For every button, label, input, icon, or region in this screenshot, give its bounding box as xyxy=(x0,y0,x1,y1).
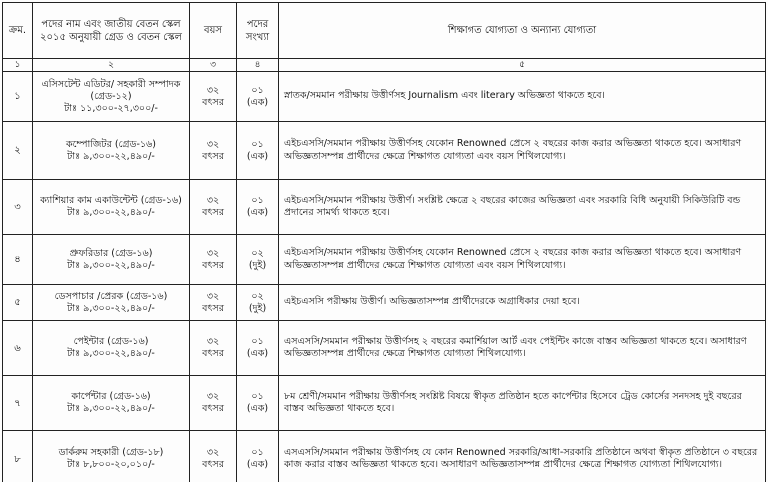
header-serial: ক্রম. xyxy=(3,3,33,59)
pay-scale: টাঃ ৯,৩০০-২২,৪৯০/- xyxy=(67,150,155,162)
pay-scale: টাঃ ৯,৩০০-২২,৪৯০/- xyxy=(67,207,155,218)
pay-scale: টাঃ ৯,৩০০-২২,৪৯০/- xyxy=(67,348,155,359)
qualification-text: স্নাতক/সমমান পরীক্ষায় উত্তীর্ণসহ Journalism এবং literary অভিজ্ঞতা থাকতে হবে। xyxy=(279,72,766,122)
qualification-text: এইচএসসি পরীক্ষায় উত্তীর্ণ। অভিজ্ঞতাসম্পন্ন প্রার্থীদেরকে অগ্রাধিকার দেয়া হবে। xyxy=(279,285,766,321)
table-row xyxy=(3,431,766,482)
row-serial: ৫ xyxy=(3,285,33,321)
table-header-row xyxy=(3,3,766,59)
post-cell xyxy=(33,321,190,376)
pay-scale: টাঃ ১১,৩০০-২৭,৩০০/- xyxy=(64,102,158,114)
count-word: (এক) xyxy=(246,348,269,359)
count-cell xyxy=(237,431,279,482)
age-value: ৩২ xyxy=(206,84,220,96)
count-word: (দুই) xyxy=(248,302,267,314)
row-serial: ৮ xyxy=(3,431,33,482)
post-cell xyxy=(33,235,190,285)
column-number: ৫ xyxy=(279,59,766,72)
header-post-name: পদের নাম এবং জাতীয় বেতন স্কেল ২০১৫ অনুযায়ী গ্রেড ও বেতন স্কেল xyxy=(33,3,190,59)
post-name: ডেসপাচার /প্রেরক (গ্রেড-১৬) xyxy=(54,290,168,302)
age-value: ৩২ xyxy=(206,247,220,259)
post-cell xyxy=(33,180,190,235)
table-row xyxy=(3,180,766,235)
post-name: ডার্করুম সহকারী (গ্রেড-১৮) xyxy=(58,447,164,458)
table-row xyxy=(3,321,766,376)
job-circular-table xyxy=(2,2,766,482)
age-unit: বৎসর xyxy=(202,207,224,218)
qualification-text: এইচএসসি/সমমান পরীক্ষায় উত্তীর্ণসহ যেকোন Renowned প্রেসে ২ বছরের কাজ করার অভিজ্ঞতা থাকতে হবে। অসাধারণ অভিজ্ঞতাসম্পন্ন প্রার্থীদের ক্ষেত্রে শিক্ষাগত যোগ্যতা এবং বয়স শিথিলযোগ্য। xyxy=(279,235,766,285)
table-row xyxy=(3,376,766,431)
table-row xyxy=(3,285,766,321)
count-cell xyxy=(237,122,279,180)
post-name: প্রুফরিডার (গ্রেড-১৬) xyxy=(69,247,153,259)
age-cell xyxy=(190,180,237,235)
row-serial: ৪ xyxy=(3,235,33,285)
count-value: ০১ xyxy=(251,447,264,458)
age-cell xyxy=(190,235,237,285)
age-cell xyxy=(190,122,237,180)
row-serial: ১ xyxy=(3,72,33,122)
count-value: ০২ xyxy=(251,247,264,259)
age-unit: বৎসর xyxy=(202,150,224,162)
count-cell xyxy=(237,180,279,235)
header-age: বয়স xyxy=(190,3,237,59)
column-number: ১ xyxy=(3,59,33,72)
count-value: ০২ xyxy=(251,290,264,302)
age-value: ৩২ xyxy=(206,447,220,458)
pay-scale: টাঃ ৯,৩০০-২২,৪৯০/- xyxy=(67,259,155,271)
age-cell xyxy=(190,431,237,482)
table-row xyxy=(3,235,766,285)
row-serial: ৩ xyxy=(3,180,33,235)
qualification-text: ৮ম শ্রেণী/সমমান পরীক্ষায় উত্তীর্ণসহ সংশ্লিষ্ট বিষয়ে স্বীকৃত প্রতিষ্ঠান হতে কার্পেন্টার হিসেবে ট্রেড কোর্সের সনদসহ দুই বছরের বাস্তব অভিজ্ঞতা থাকতে হবে। xyxy=(279,376,766,431)
age-unit: বৎসর xyxy=(202,348,224,359)
qualification-text: এইচএসসি/সমমান পরীক্ষায় উত্তীর্ণসহ যেকোন Renowned প্রেসে ২ বছরের কাজ করার অভিজ্ঞতা থাকতে হবে। অসাধারণ অভিজ্ঞতাসম্পন্ন প্রার্থীদের ক্ষেত্রে শিক্ষাগত যোগ্যতা এবং বয়স শিথিলযোগ্য। xyxy=(279,122,766,180)
count-word: (এক) xyxy=(246,96,269,108)
row-serial: ৬ xyxy=(3,321,33,376)
count-cell xyxy=(237,235,279,285)
age-unit: বৎসর xyxy=(202,403,224,414)
pay-scale: টাঃ ৮,৮০০-২০,০১০/- xyxy=(67,459,155,470)
count-value: ০১ xyxy=(251,138,264,150)
age-value: ৩২ xyxy=(206,336,220,347)
count-cell xyxy=(237,285,279,321)
row-serial: ৭ xyxy=(3,376,33,431)
header-post-count: পদের সংখ্যা xyxy=(237,3,279,59)
column-number: ৩ xyxy=(190,59,237,72)
post-cell xyxy=(33,285,190,321)
count-word: (এক) xyxy=(246,459,269,470)
post-name: এসিসটেন্ট এডিটর/ সহকারী সম্পাদক (গ্রেড-১২) xyxy=(41,78,181,102)
age-unit: বৎসর xyxy=(202,302,224,314)
header-qualification: শিক্ষাগত যোগ্যতা ও অন্যান্য যোগ্যতা xyxy=(279,3,766,59)
qualification-text: এসএসসি/সমমান পরীক্ষায় উত্তীর্ণসহ ২ বছরের কমার্শিয়াল আর্ট এবং পেইন্টিং কাজে বাস্তব অভিজ্ঞতা থাকতে হবে। অসাধারণ অভিজ্ঞতাসম্পন্ন প্রার্থীদের ক্ষেত্রে শিক্ষাগত যোগ্যতা শিথিলযোগ্য। xyxy=(279,321,766,376)
age-unit: বৎসর xyxy=(202,459,224,470)
table-row xyxy=(3,122,766,180)
count-cell xyxy=(237,321,279,376)
age-value: ৩২ xyxy=(206,138,220,150)
age-cell xyxy=(190,285,237,321)
qualification-text: এইচএসসি/সমমান পরীক্ষায় উত্তীর্ণ। সংশ্লিষ্ট ক্ষেত্রে ২ বছরের কাজের অভিজ্ঞতা এবং সরকারি বিধি অনুযায়ী সিকিউরিটি বন্ড প্রদানের সামর্থ্য থাকতে হবে। xyxy=(279,180,766,235)
pay-scale: টাঃ ৯,৩০০-২২,৪৯০/- xyxy=(67,302,155,314)
column-number: ৪ xyxy=(237,59,279,72)
column-number: ২ xyxy=(33,59,190,72)
post-name: কম্পোজিটর (গ্রেড-১৬) xyxy=(65,138,156,150)
count-value: ০১ xyxy=(251,84,264,96)
post-cell xyxy=(33,72,190,122)
row-serial: ২ xyxy=(3,122,33,180)
age-value: ৩২ xyxy=(206,391,220,402)
age-unit: বৎসর xyxy=(202,259,224,271)
post-name: কার্পেন্টার (গ্রেড-১৬) xyxy=(71,391,151,402)
age-cell xyxy=(190,72,237,122)
count-cell xyxy=(237,72,279,122)
post-name: পেইন্টার (গ্রেড-১৬) xyxy=(73,336,149,347)
age-cell xyxy=(190,321,237,376)
count-word: (এক) xyxy=(246,150,269,162)
count-word: (দুই) xyxy=(248,259,267,271)
age-cell xyxy=(190,376,237,431)
count-word: (এক) xyxy=(246,403,269,414)
age-value: ৩২ xyxy=(206,195,220,206)
table-row xyxy=(3,72,766,122)
qualification-text: এসএসসি/সমমান পরীক্ষায় উত্তীর্ণসহ যে কোন Renowned সরকারি/আধা-সরকারি প্রতিষ্ঠানে অথবা স্বীকৃত প্রতিষ্ঠানে ৩ বছরের কাজ করার বাস্তব অভিজ্ঞতা থাকতে হবে। অসাধারণ অভিজ্ঞতাসম্পন্ন প্রার্থীদের ক্ষেত্রে শিক্ষাগত যোগ্যতা শিথিলযোগ্য। xyxy=(279,431,766,482)
pay-scale: টাঃ ৯,৩০০-২২,৪৯০/- xyxy=(67,403,155,414)
count-value: ০১ xyxy=(251,195,264,206)
count-value: ০১ xyxy=(251,391,264,402)
post-cell xyxy=(33,431,190,482)
count-cell xyxy=(237,376,279,431)
post-cell xyxy=(33,122,190,180)
count-value: ০১ xyxy=(251,336,264,347)
count-word: (এক) xyxy=(246,207,269,218)
column-number-row xyxy=(3,59,766,72)
age-value: ৩২ xyxy=(206,290,220,302)
post-name: ক্যাশিয়ার কাম একাউন্টেন্ট (গ্রেড-১৬) xyxy=(40,195,182,206)
age-unit: বৎসর xyxy=(202,96,224,108)
post-cell xyxy=(33,376,190,431)
